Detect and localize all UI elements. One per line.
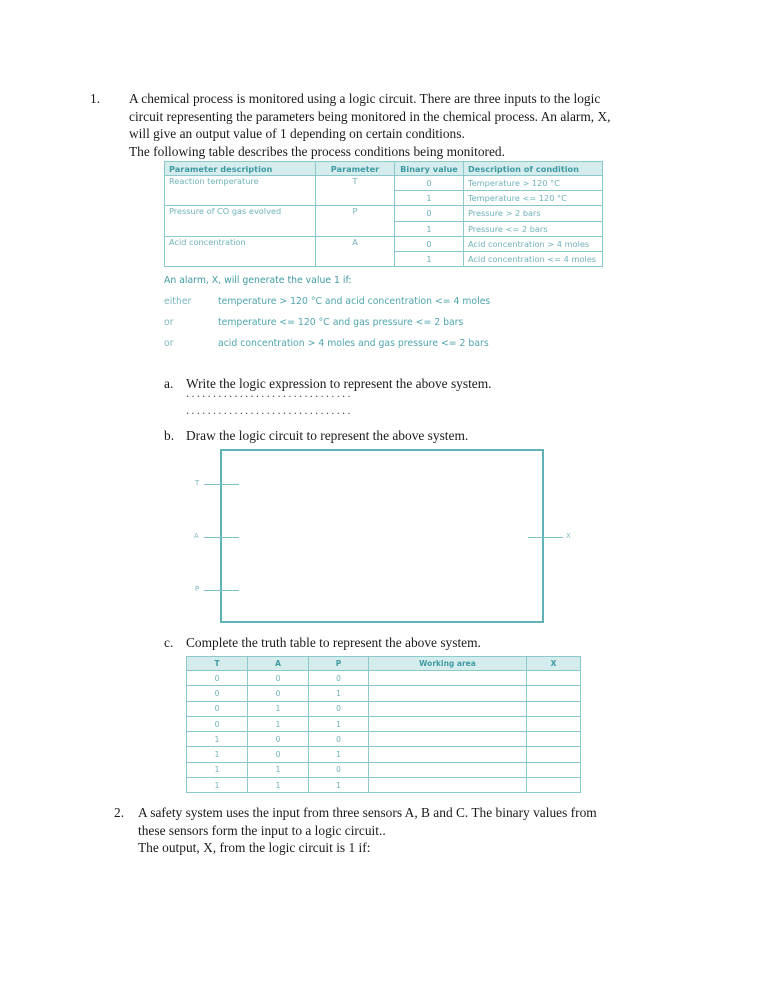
cell-x[interactable]	[527, 762, 581, 777]
table-row	[187, 701, 581, 716]
q2-line: A safety system uses the input from three sensors A, B and C. The binary values from	[138, 805, 597, 820]
header-cell: Description of condition	[464, 162, 603, 176]
binary-value: 1	[395, 191, 464, 206]
truth-table	[186, 656, 581, 793]
table-row	[187, 762, 581, 777]
answer-line[interactable]: ...............................	[186, 406, 353, 417]
param-description: Acid concentration	[165, 236, 316, 266]
param-description: Pressure of CO gas evolved	[165, 206, 316, 236]
cell-working[interactable]	[369, 778, 527, 793]
cell-p: 0	[309, 671, 369, 686]
alarm-condition	[164, 338, 490, 359]
cell-a: 1	[248, 701, 309, 716]
cell-working[interactable]	[369, 701, 527, 716]
param-symbol: T	[316, 176, 395, 206]
cell-x[interactable]	[527, 778, 581, 793]
table-row	[187, 716, 581, 731]
parameter-table	[164, 161, 603, 267]
condition-text: Pressure <= 2 bars	[464, 221, 603, 236]
cell-working[interactable]	[369, 671, 527, 686]
table-row	[187, 747, 581, 762]
binary-value: 0	[395, 206, 464, 221]
table-row	[187, 686, 581, 701]
condition-keyword: or	[164, 338, 174, 349]
condition-text: Temperature <= 120 °C	[464, 191, 603, 206]
part-c-label: c.	[164, 635, 174, 650]
cell-p: 0	[309, 732, 369, 747]
cell-a: 0	[248, 732, 309, 747]
alarm-conditions	[164, 275, 490, 359]
cell-p: 0	[309, 701, 369, 716]
table-row	[165, 206, 603, 221]
header-cell: Working area	[369, 657, 527, 671]
cell-a: 1	[248, 716, 309, 731]
alarm-condition	[164, 317, 490, 338]
condition-keyword: or	[164, 317, 174, 328]
input-wire-p	[204, 590, 239, 591]
input-label-p: P	[195, 585, 200, 593]
part-b-label: b.	[164, 428, 175, 443]
cell-t: 0	[187, 716, 248, 731]
header-cell: Binary value	[395, 162, 464, 176]
intro-line: will give an output value of 1 depending on certain conditions.	[129, 126, 465, 141]
condition-text: temperature <= 120 °C and gas pressure <= 2 bars	[218, 317, 464, 328]
cell-working[interactable]	[369, 732, 527, 747]
question-2-text	[138, 804, 597, 857]
cell-a: 0	[248, 671, 309, 686]
header-cell: Parameter	[316, 162, 395, 176]
cell-t: 0	[187, 671, 248, 686]
table-row	[187, 778, 581, 793]
input-wire-a	[204, 537, 239, 538]
cell-t: 0	[187, 701, 248, 716]
cell-p: 1	[309, 716, 369, 731]
cell-x[interactable]	[527, 732, 581, 747]
param-symbol: P	[316, 206, 395, 236]
input-wire-t	[204, 484, 239, 485]
cell-x[interactable]	[527, 671, 581, 686]
input-label-t: T	[195, 479, 200, 487]
condition-text: temperature > 120 °C and acid concentration <= 4 moles	[218, 296, 491, 307]
output-wire-x	[528, 537, 563, 538]
condition-keyword: either	[164, 296, 192, 307]
cell-t: 1	[187, 762, 248, 777]
part-a-label: a.	[164, 376, 174, 391]
question-1-number: 1.	[90, 91, 101, 106]
cell-x[interactable]	[527, 686, 581, 701]
alarm-condition	[164, 296, 490, 317]
output-label-x: X	[566, 532, 571, 540]
cell-p: 1	[309, 747, 369, 762]
cell-working[interactable]	[369, 747, 527, 762]
param-symbol: A	[316, 236, 395, 266]
cell-x[interactable]	[527, 747, 581, 762]
q2-line: The output, X, from the logic circuit is 1 if:	[138, 840, 371, 855]
binary-value: 0	[395, 236, 464, 251]
q2-line: these sensors form the input to a logic circuit..	[138, 822, 386, 838]
header-cell: T	[187, 657, 248, 671]
cell-a: 0	[248, 747, 309, 762]
part-a-text: Write the logic expression to represent the above system.	[186, 376, 492, 391]
condition-text: acid concentration > 4 moles and gas pressure <= 2 bars	[218, 338, 489, 349]
table-row	[165, 176, 603, 191]
cell-p: 0	[309, 762, 369, 777]
cell-working[interactable]	[369, 762, 527, 777]
cell-p: 1	[309, 778, 369, 793]
cell-t: 1	[187, 778, 248, 793]
cell-a: 1	[248, 778, 309, 793]
input-label-a: A	[194, 532, 199, 540]
binary-value: 1	[395, 221, 464, 236]
cell-x[interactable]	[527, 701, 581, 716]
cell-working[interactable]	[369, 686, 527, 701]
header-cell: X	[527, 657, 581, 671]
question-1-intro	[129, 90, 611, 160]
param-description: Reaction temperature	[165, 176, 316, 206]
table-row	[165, 236, 603, 251]
table-header-row	[165, 162, 603, 176]
intro-line: The following table describes the process conditions being monitored.	[129, 143, 505, 159]
cell-working[interactable]	[369, 716, 527, 731]
cell-a: 0	[248, 686, 309, 701]
cell-t: 1	[187, 732, 248, 747]
cell-p: 1	[309, 686, 369, 701]
logic-circuit-box[interactable]	[220, 449, 544, 623]
header-cell: P	[309, 657, 369, 671]
condition-text: Acid concentration > 4 moles	[464, 236, 603, 251]
alarm-heading: An alarm, X, will generate the value 1 if:	[164, 275, 352, 286]
cell-t: 1	[187, 747, 248, 762]
question-2-number: 2.	[114, 805, 125, 820]
condition-text: Acid concentration <= 4 moles	[464, 251, 603, 266]
intro-line: A chemical process is monitored using a logic circuit. There are three inputs to the logic	[129, 91, 601, 106]
table-row	[187, 732, 581, 747]
table-header-row	[187, 657, 581, 671]
table-row	[187, 671, 581, 686]
condition-text: Pressure > 2 bars	[464, 206, 603, 221]
cell-t: 0	[187, 686, 248, 701]
cell-x[interactable]	[527, 716, 581, 731]
part-b-text: Draw the logic circuit to represent the above system.	[186, 428, 469, 443]
binary-value: 0	[395, 176, 464, 191]
binary-value: 1	[395, 251, 464, 266]
intro-line: circuit representing the parameters being monitored in the chemical process. An alarm, X,	[129, 108, 611, 124]
header-cell: Parameter description	[165, 162, 316, 176]
cell-a: 1	[248, 762, 309, 777]
answer-line[interactable]: ...............................	[186, 389, 353, 400]
condition-text: Temperature > 120 °C	[464, 176, 603, 191]
header-cell: A	[248, 657, 309, 671]
part-c-text: Complete the truth table to represent the above system.	[186, 635, 481, 650]
